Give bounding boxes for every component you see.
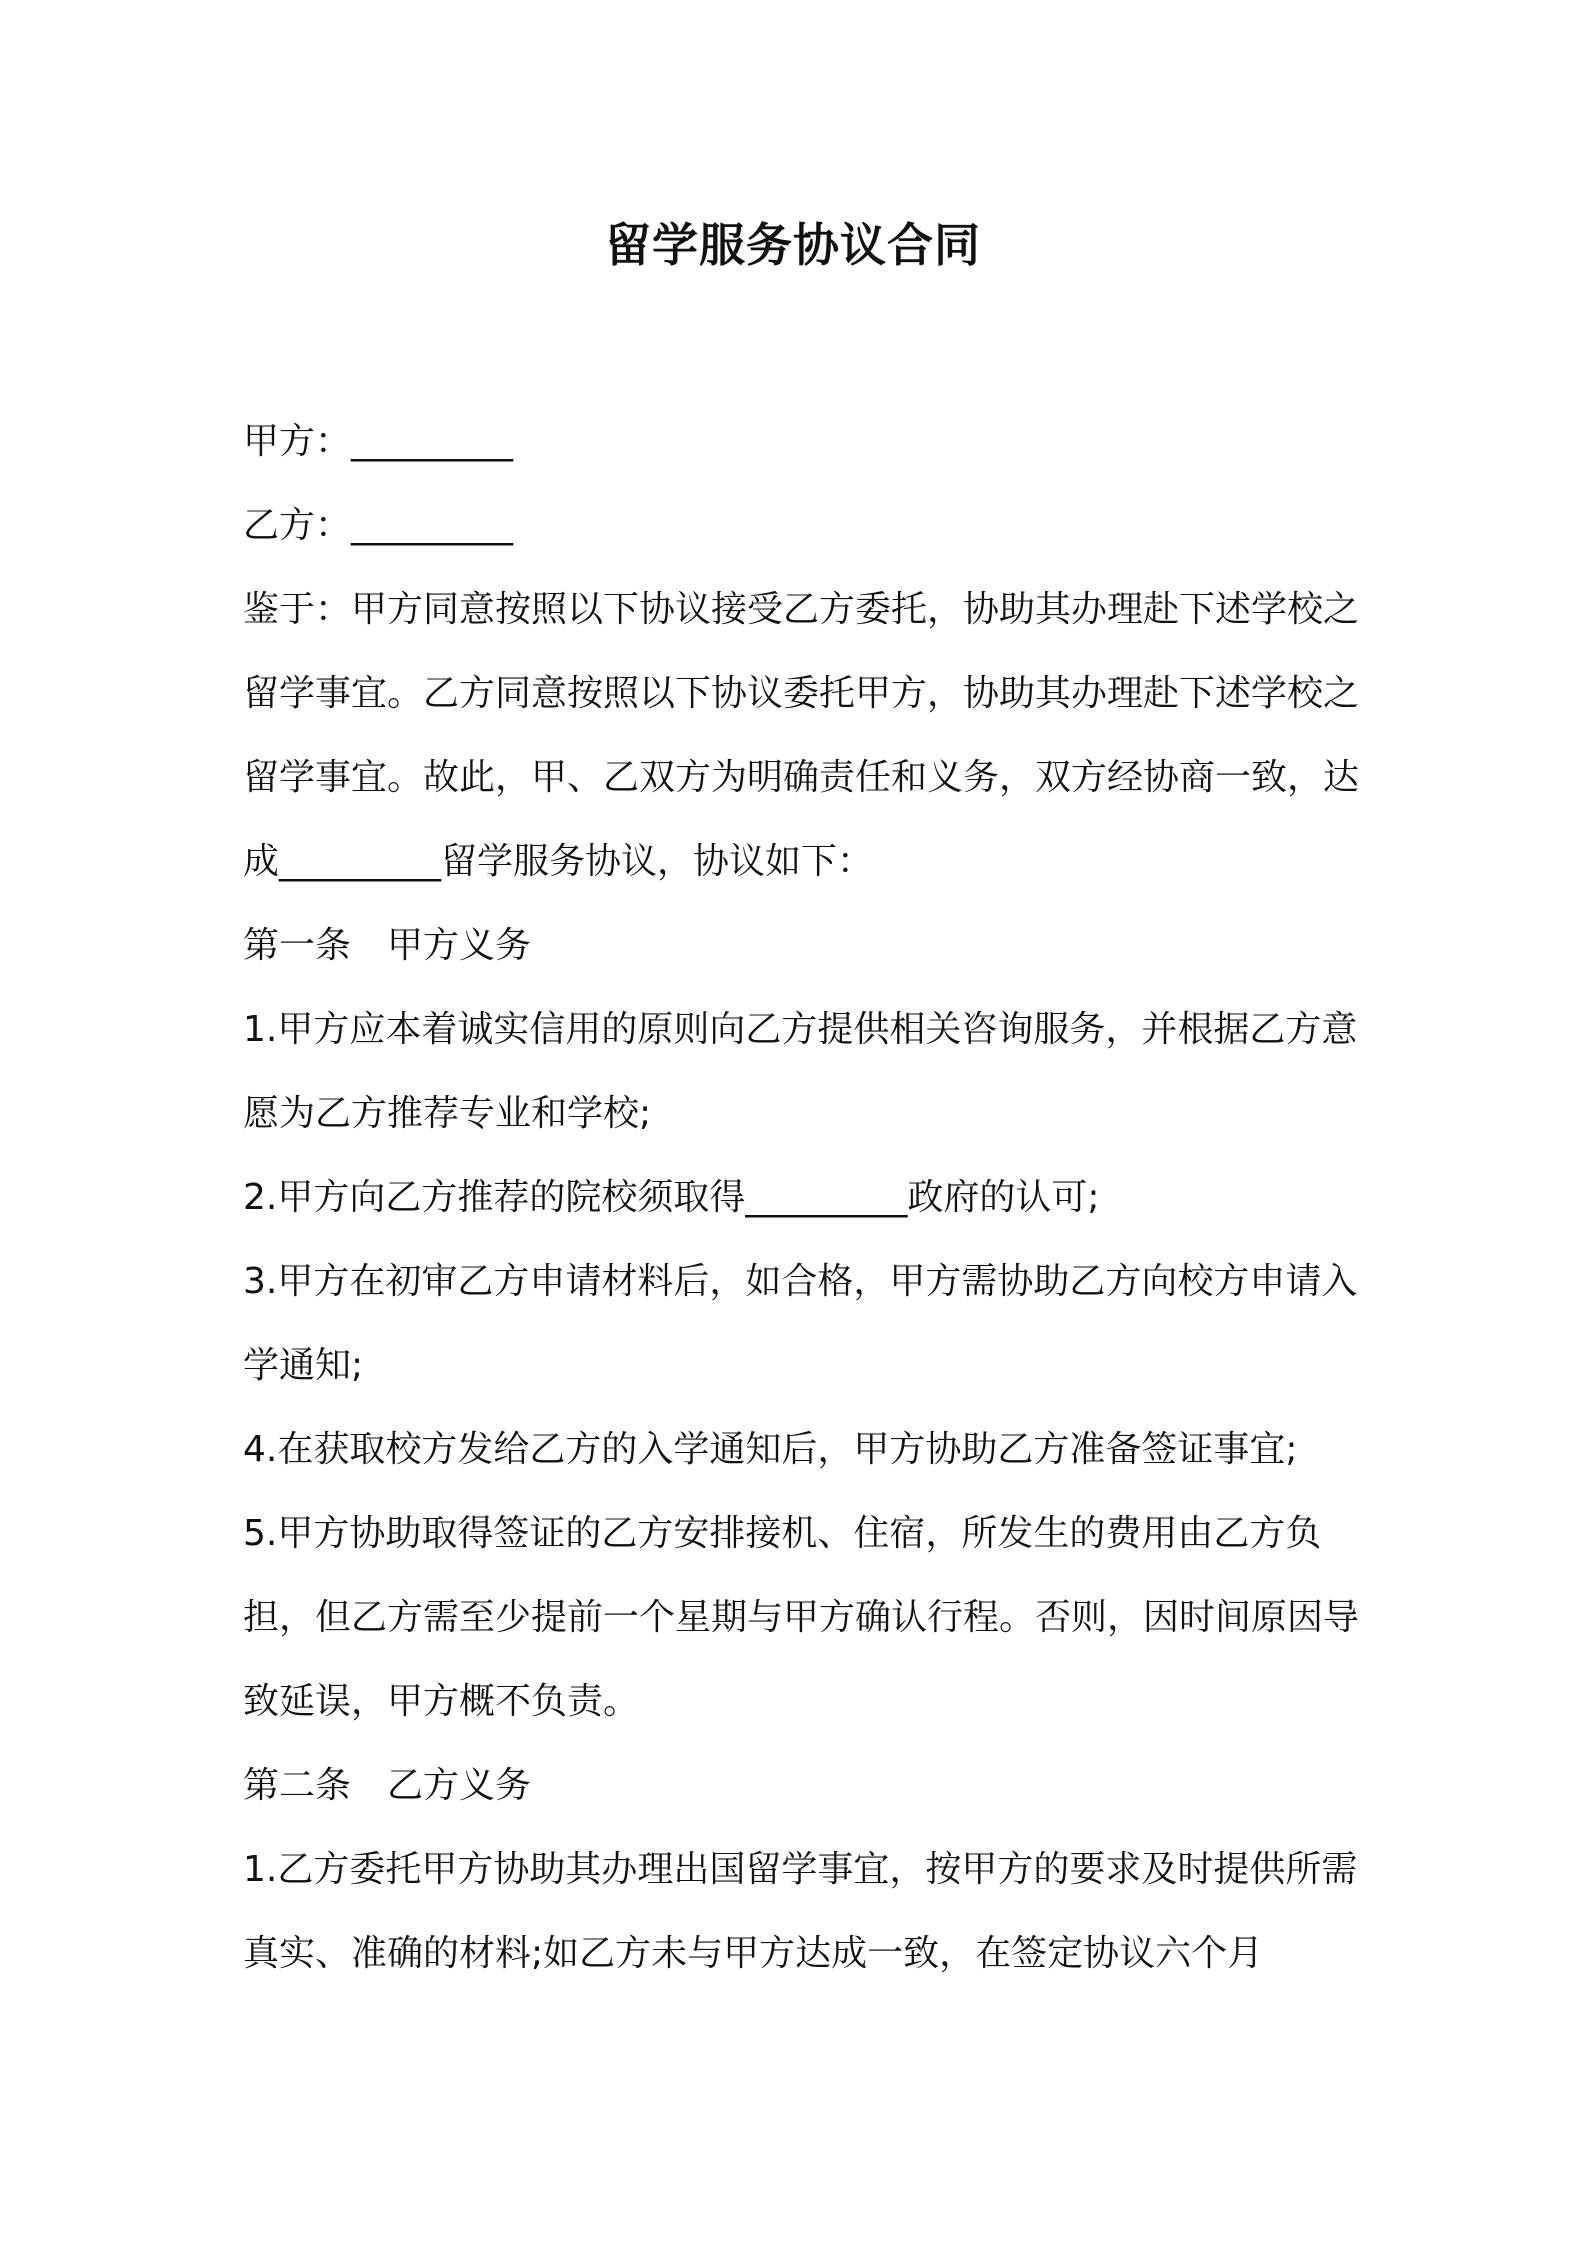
- article-1-item-3: 3.甲方在初审乙方申请材料后，如合格，甲方需协助乙方向校方申请入学通知;: [243, 1261, 1358, 1386]
- document-body: [243, 400, 1363, 1996]
- article-1-item-4: 4.在获取校方发给乙方的入学通知后，甲方协助乙方准备签证事宜;: [243, 1429, 1298, 1470]
- article-1-item-2: 2.甲方向乙方推荐的院校须取得_________政府的认可;: [243, 1177, 1100, 1218]
- article-2-item-1: 1.乙方委托甲方协助其办理出国留学事宜，按甲方的要求及时提供所需真实、准确的材料;如乙方未与甲方达成一致，在签定协议六个月: [243, 1849, 1358, 1974]
- article-2-heading: 第二条 乙方义务: [243, 1765, 532, 1806]
- party-a-line: 甲方：_________: [243, 421, 514, 462]
- article-1-item-1: 1.甲方应本着诚实信用的原则向乙方提供相关咨询服务，并根据乙方意愿为乙方推荐专业和学校;: [243, 1009, 1358, 1134]
- document-title: 留学服务协议合同: [605, 218, 981, 272]
- party-b-line: 乙方：_________: [243, 505, 514, 546]
- preamble-paragraph: 鉴于：甲方同意按照以下协议接受乙方委托，协助其办理赴下述学校之留学事宜。乙方同意按照以下协议委托甲方，协助其办理赴下述学校之留学事宜。故此，甲、乙双方为明确责任和义务，双方经协商一致，达成_________留学服务协议，协议如下：: [243, 589, 1360, 882]
- article-1-heading: 第一条 甲方义务: [243, 925, 532, 966]
- article-1-item-5: 5.甲方协助取得签证的乙方安排接机、住宿，所发生的费用由乙方负担，但乙方需至少提前一个星期与甲方确认行程。否则，因时间原因导致延误，甲方概不负责。: [243, 1513, 1360, 1722]
